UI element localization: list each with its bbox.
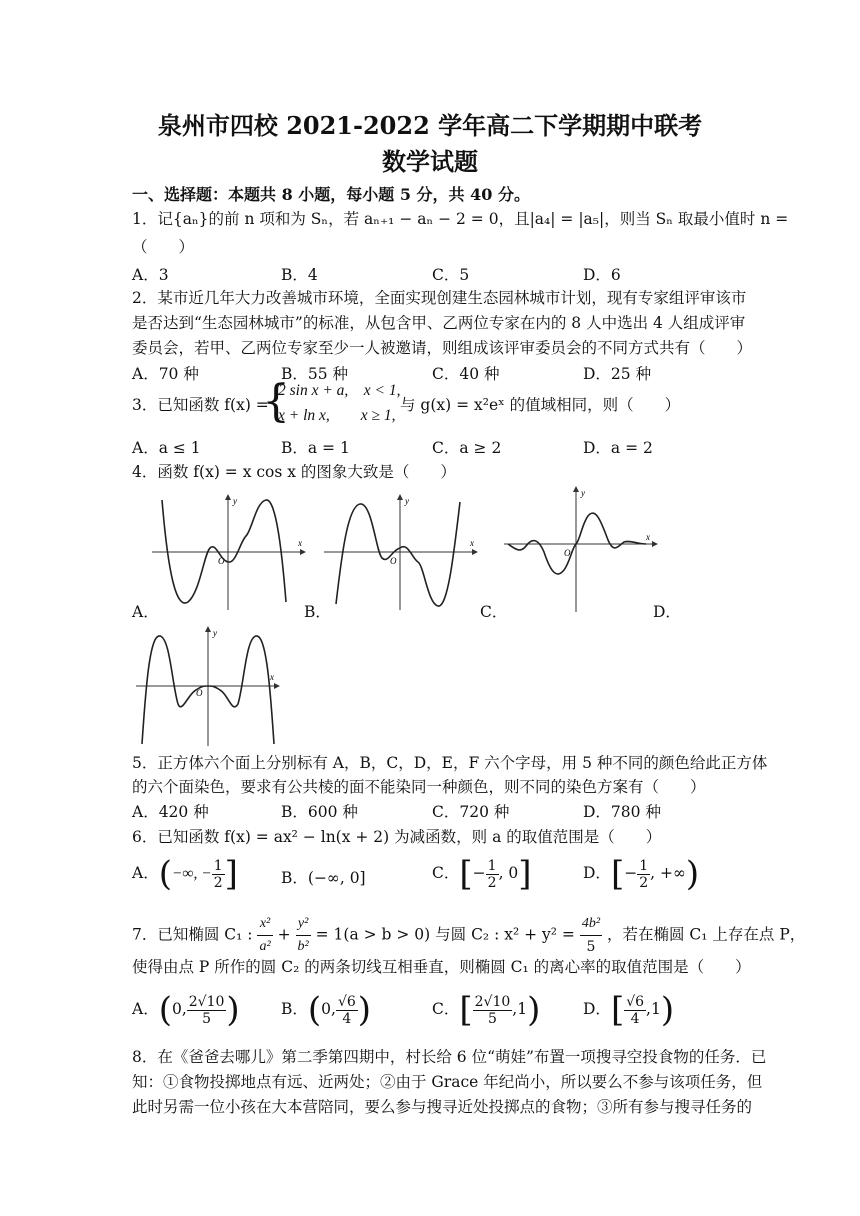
q6-option-a: A．(−∞, − $\frac{1}{2}$ ]: [132, 854, 238, 894]
graph-d-x-label: x: [270, 672, 274, 682]
q1-option-b: B．4: [281, 266, 318, 284]
graph-option-b: [320, 492, 480, 612]
question-8-line-3: 此时另需一位小孩在大本营陪同，要么参与搜寻近处投掷点的食物；③所有参与搜寻任务的: [132, 1098, 753, 1116]
q2-option-d: D．25 种: [583, 365, 652, 383]
question-5-line-1: 5．正方体六个面上分别标有 A，B，C，D，E，F 六个字母，用 5 种不同的颜色给此正方体: [132, 754, 768, 772]
q7-option-c: C．[ $\frac{2√10}{5}$ ,1): [432, 990, 541, 1030]
q7-option-a: A．(0, $\frac{2√10}{5}$ ): [132, 990, 240, 1030]
graph-d-origin: O: [196, 688, 203, 698]
q5-option-c: C．720 种: [432, 803, 510, 821]
q3-option-c: C．a ≥ 2: [432, 439, 502, 457]
question-3-lead: 3．已知函数 f(x) =: [132, 396, 269, 414]
q5-option-a: A．420 种: [132, 803, 209, 821]
graph-b-x-label: x: [470, 538, 474, 548]
question-3-tail: 与 g(x) = x²eˣ 的值域相同，则（ ）: [400, 396, 681, 414]
question-7-line-1: 7．已知椭圆 C₁ : $\frac{\text{x²}}{\text{a²}}$ + $\frac{\text{y²}}{\text{b²}}$ = 1(a > b > 0) 与圆 C₂ : x² + y² = $\frac{\text{4b²}}{5}$ ，若在椭圆 C₁ 上存在点 P，: [132, 913, 805, 958]
q3-option-b: B．a = 1: [281, 439, 350, 457]
question-4-text: 4．函数 f(x) = x cos x 的图象大致是（ ）: [132, 463, 456, 481]
graph-c-x-label: x: [646, 532, 650, 542]
section-header: 一、选择题：本题共 8 小题，每小题 5 分，共 40 分。: [132, 185, 530, 204]
graph-label-b: B．: [304, 603, 331, 621]
q2-option-a: A．70 种: [132, 365, 199, 383]
graph-d-y-label: y: [213, 628, 217, 638]
graph-b-y-label: y: [405, 496, 409, 506]
q3-brace: {: [262, 376, 290, 427]
q5-option-b: B．600 种: [281, 803, 358, 821]
page-title: 泉州市四校 2021-2022 学年高二下学期期中联考: [157, 111, 703, 140]
graph-a-x-label: x: [298, 538, 302, 548]
q6-option-b: B．(−∞, 0]: [281, 869, 366, 887]
q1-option-a: A．3: [132, 266, 169, 284]
q7-option-d: D．[ $\frac{√6}{4}$ ,1): [583, 990, 675, 1030]
q1-option-d: D．6: [583, 266, 621, 284]
q2-option-c: C．40 种: [432, 365, 500, 383]
question-2-line-1: 2．某市近几年大力改善城市环境，全面实现创建生态园林城市计划，现有专家组评审该市: [132, 289, 747, 307]
graph-a-origin: O: [218, 556, 225, 566]
question-8-line-2: 知：①食物投掷地点有远、近两处；②由于 Grace 年纪尚小，所以要么不参与该项任务，但: [132, 1073, 763, 1091]
question-1-paren: （ ）: [132, 238, 195, 256]
q2-option-b: B．55 种: [281, 365, 349, 383]
graph-label-a: A．: [132, 603, 159, 621]
q3-option-d: D．a = 2: [583, 439, 653, 457]
q3-option-a: A．a ≤ 1: [132, 439, 201, 457]
question-6-text: 6．已知函数 f(x) = ax² − ln(x + 2) 为减函数，则 a 的取值范围是（ ）: [132, 828, 662, 846]
question-7-line-2: 使得由点 P 所作的圆 C₂ 的两条切线互相垂直，则椭圆 C₁ 的离心率的取值范围是（ ）: [132, 958, 751, 976]
graph-c-y-label: y: [581, 488, 585, 498]
graph-label-d: D．: [653, 603, 681, 621]
q1-option-c: C．5: [432, 266, 470, 284]
graph-b-origin: O: [390, 556, 397, 566]
question-1-text: 1．记{aₙ}的前 n 项和为 Sₙ，若 aₙ₊₁ − aₙ − 2 = 0，且|a₄| = |a₅|，则当 Sₙ 取最小值时 n =: [132, 210, 789, 228]
q3-case-1: 2 sin x + a, x < 1,: [278, 382, 401, 399]
graph-option-c: [500, 484, 660, 614]
q5-option-d: D．780 种: [583, 803, 661, 821]
graph-label-c: C．: [480, 603, 508, 621]
graph-a-y-label: y: [233, 496, 237, 506]
question-2-line-2: 是否达到“生态园林城市”的标准，从包含甲、乙两位专家在内的 8 人中选出 4 人组成评审: [132, 314, 746, 332]
question-8-line-1: 8．在《爸爸去哪儿》第二季第四期中，村长给 6 位“萌娃”布置一项搜寻空投食物的任务．已: [132, 1048, 767, 1066]
q6-option-c: C．[− $\frac{1}{2}$ , 0]: [432, 854, 532, 894]
q7-option-b: B．(0, $\frac{√6}{4}$ ): [281, 990, 372, 1030]
q6-option-d: D．[− $\frac{1}{2}$ , +∞): [583, 854, 700, 894]
graph-c-origin: O: [564, 548, 571, 558]
question-2-line-3: 委员会，若甲、乙两位专家至少一人被邀请，则组成该评审委员会的不同方式共有（ ）: [132, 339, 753, 357]
q3-case-2: x + ln x, x ≥ 1,: [278, 407, 396, 424]
page-subtitle: 数学试题: [382, 147, 478, 176]
graph-option-d: [132, 624, 282, 748]
question-5-line-2: 的六个面染色，要求有公共棱的面不能染同一种颜色，则不同的染色方案有（ ）: [132, 778, 706, 796]
graph-option-a: [148, 492, 308, 612]
